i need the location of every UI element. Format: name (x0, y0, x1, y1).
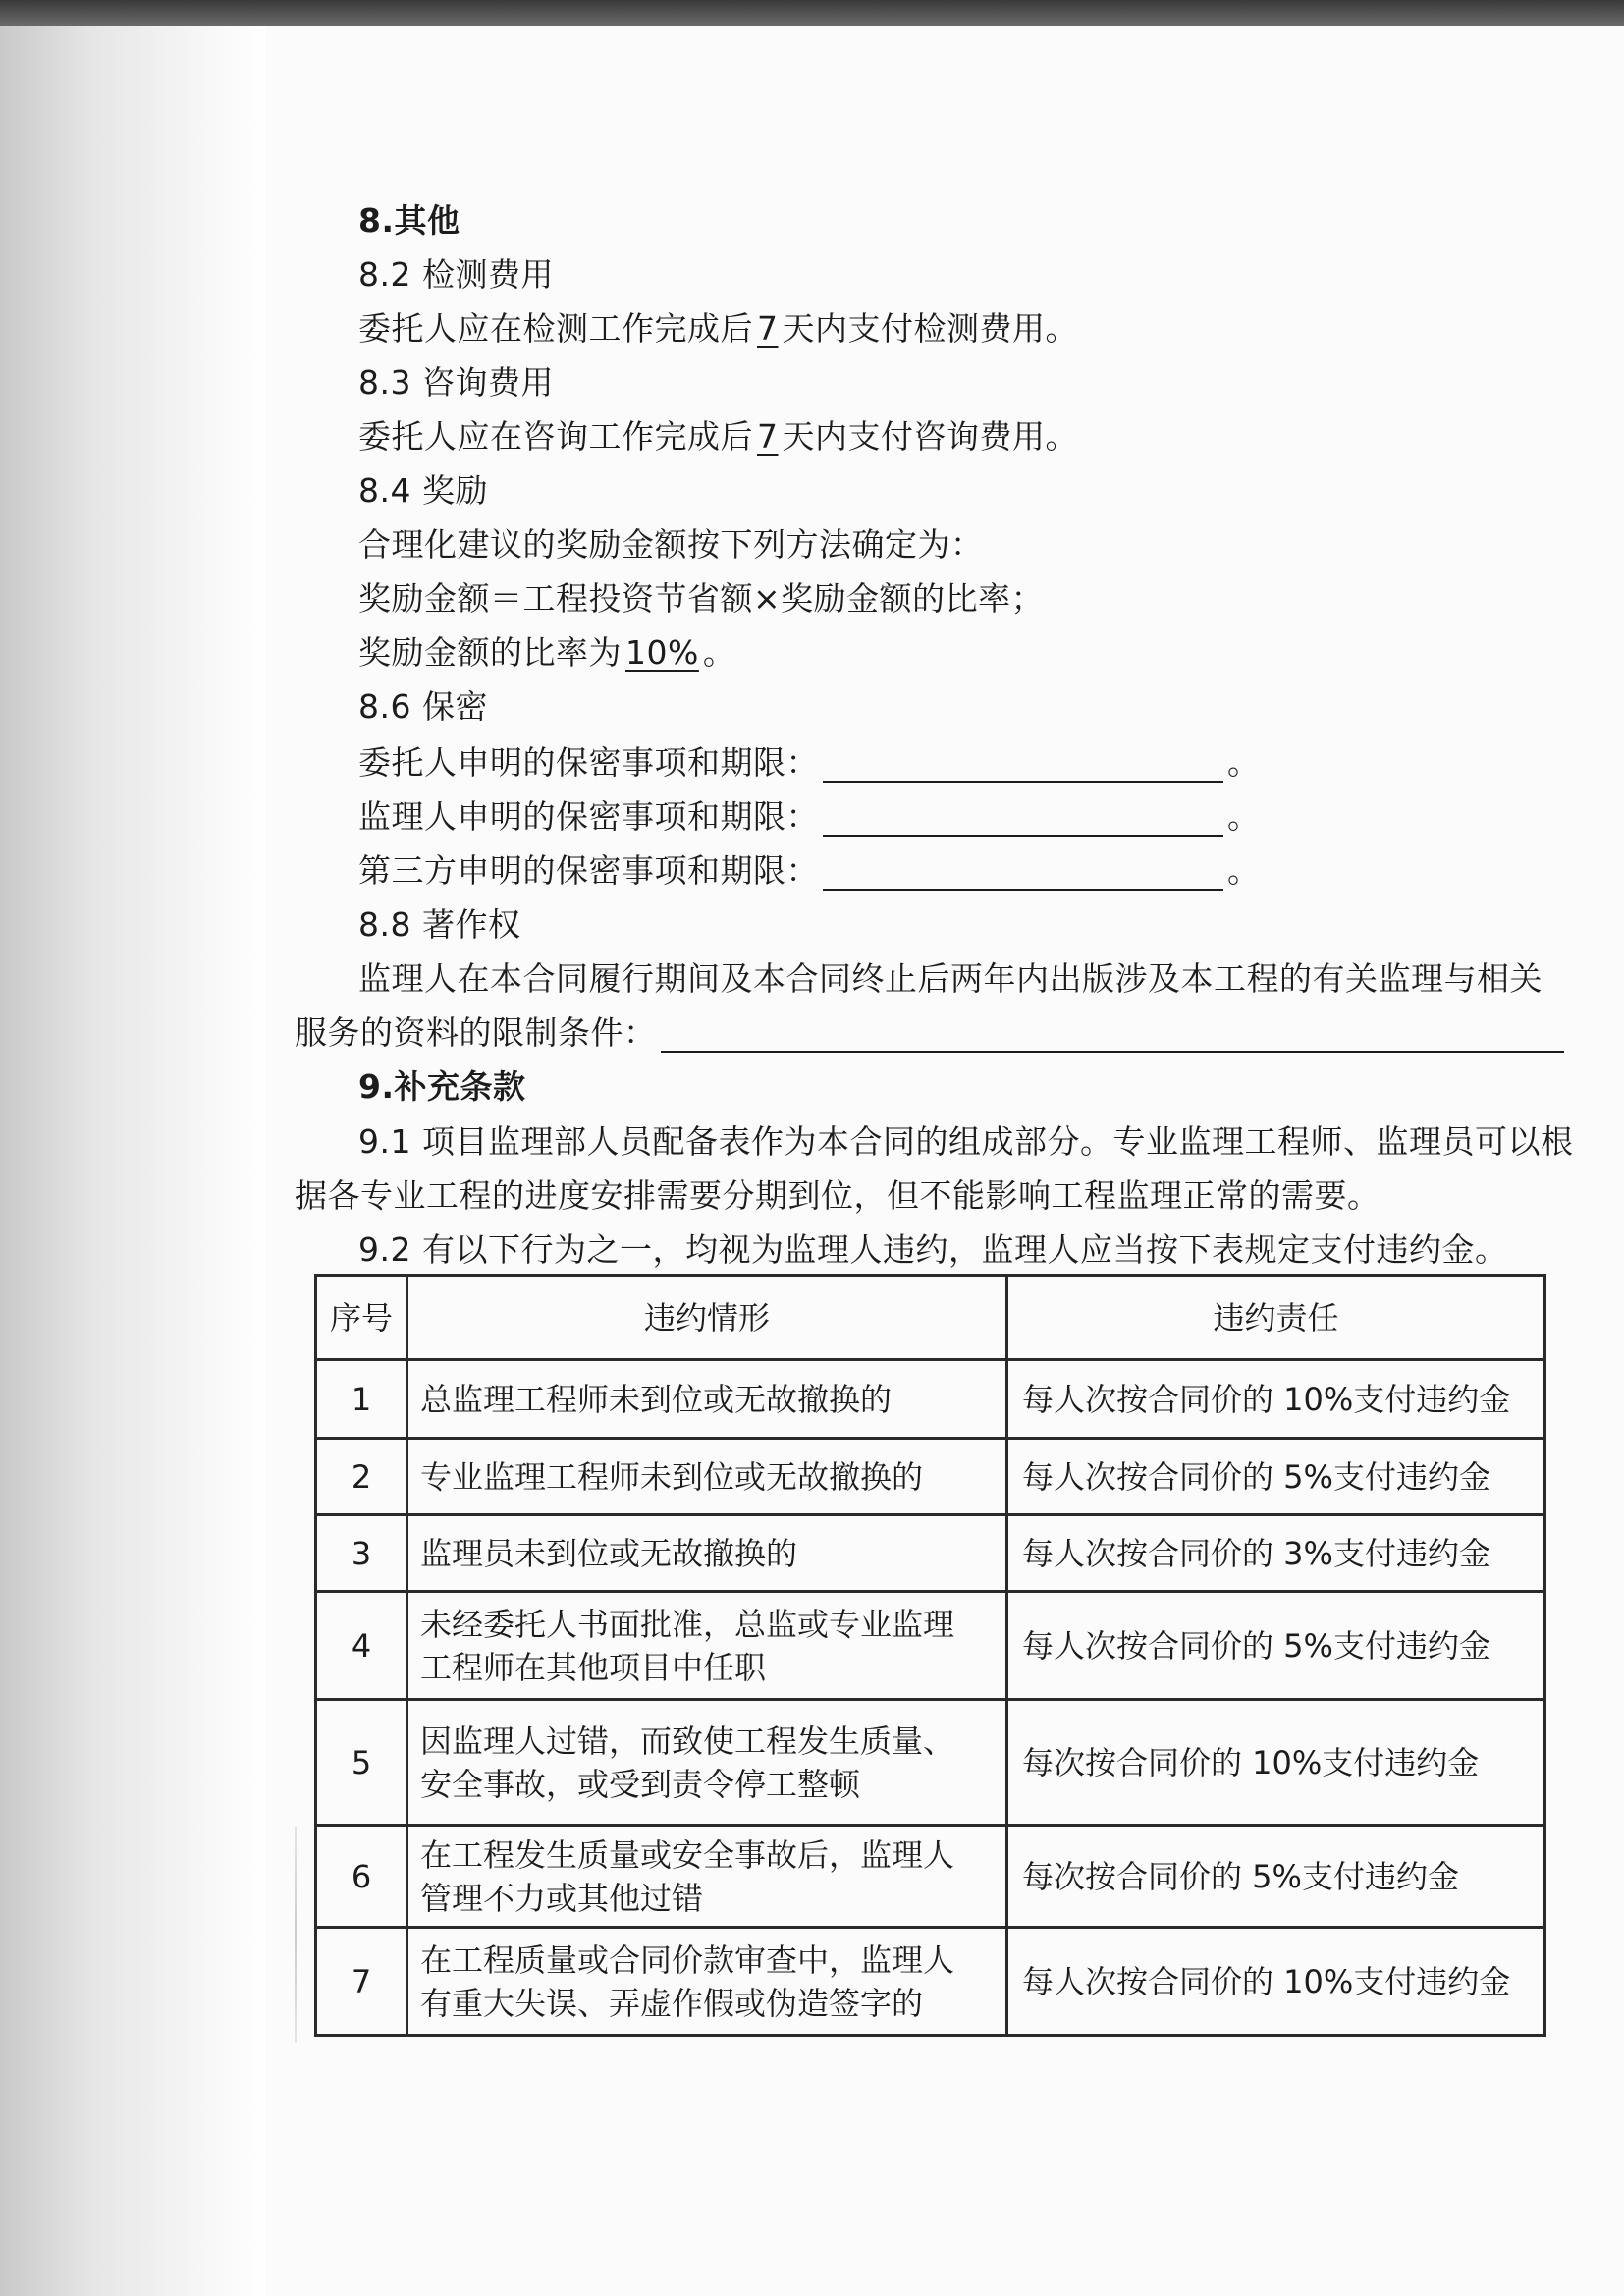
row-no: 2 (316, 1439, 407, 1515)
row-situation (407, 1826, 1007, 1928)
table-header-row (316, 1276, 1545, 1360)
header-liability: 违约责任 (1007, 1276, 1545, 1360)
row-no: 7 (316, 1928, 407, 2036)
row-situation (407, 1700, 1007, 1826)
text-part: 奖励金额的比率为 (358, 633, 622, 672)
reward-method-line: 合理化建议的奖励金额按下列方法确定为： (358, 525, 984, 564)
table-row (316, 1439, 1545, 1515)
row-no: 6 (316, 1826, 407, 1928)
header-no: 序号 (316, 1276, 407, 1360)
section-9-title: 9.补充条款 (358, 1067, 526, 1106)
row-liability: 每次按合同价的 10%支付违约金 (1007, 1700, 1545, 1826)
clause-9-1-line-1: 9.1 项目监理部人员配备表作为本合同的组成部分。专业监理工程师、监理员可以根 (358, 1122, 1574, 1161)
situation-line: 因监理人过错，而致使工程发生质量、 (420, 1722, 955, 1760)
row-liability: 每次按合同价的 5%支付违约金 (1007, 1826, 1545, 1928)
book-spine-shadow (0, 26, 265, 2296)
penalty-table (314, 1274, 1546, 2037)
clause-9-1-line-2: 据各专业工程的进度安排需要分期到位，但不能影响工程监理正常的需要。 (295, 1176, 1380, 1215)
period: 。 (1227, 797, 1261, 836)
situation-line: 专业监理工程师未到位或无故撤换的 (420, 1457, 924, 1496)
table-row (316, 1928, 1545, 2036)
row-situation (407, 1592, 1007, 1700)
table-row (316, 1700, 1545, 1826)
clause-9-2-line: 9.2 有以下行为之一，均视为监理人违约，监理人应当按下表规定支付违约金。 (358, 1230, 1508, 1269)
blank-field (823, 751, 1223, 783)
situation-line: 监理员未到位或无故撤换的 (420, 1534, 798, 1572)
situation-line: 未经委托人书面批准，总监或专业监理 (420, 1605, 955, 1643)
blank-field (823, 859, 1223, 891)
copyright-line-2 (295, 1013, 1568, 1053)
row-situation (407, 1360, 1007, 1439)
confidential-third-party-line (358, 851, 1261, 891)
row-no: 3 (316, 1515, 407, 1592)
situation-line: 在工程质量或合同价款审查中，监理人 (420, 1941, 955, 1979)
period: 。 (1227, 851, 1261, 890)
situation-line: 安全事故，或受到责令停工整顿 (420, 1765, 861, 1803)
header-situation: 违约情形 (407, 1276, 1007, 1360)
section-8-6-title: 8.6 保密 (358, 687, 488, 726)
situation-line: 总监理工程师未到位或无故撤换的 (420, 1380, 893, 1418)
row-no: 1 (316, 1360, 407, 1439)
scan-edge (0, 0, 1624, 26)
table-row (316, 1826, 1545, 1928)
text-part: 监理人申明的保密事项和期限： (358, 797, 819, 836)
section-8-2-text (358, 309, 1078, 349)
row-no: 5 (316, 1700, 407, 1826)
blank-field (823, 805, 1223, 837)
section-8-3-title: 8.3 咨询费用 (358, 363, 554, 402)
section-8-8-title: 8.8 著作权 (358, 905, 521, 944)
section-8-title: 8.其他 (358, 201, 460, 240)
row-liability: 每人次按合同价的 10%支付违约金 (1007, 1928, 1545, 2036)
situation-line: 工程师在其他项目中任职 (420, 1648, 767, 1686)
row-no: 4 (316, 1592, 407, 1700)
section-8-4-title: 8.4 奖励 (358, 471, 488, 510)
period: 。 (1227, 743, 1261, 782)
section-8-3-text (358, 417, 1078, 457)
consulting-days-value: 7 (757, 417, 779, 456)
text-part: 服务的资料的限制条件： (295, 1013, 657, 1052)
situation-line: 有重大失误、弄虚作假或伪造签字的 (420, 1984, 924, 2022)
blank-field (661, 1021, 1564, 1053)
text-part: 天内支付咨询费用。 (782, 417, 1078, 456)
row-liability: 每人次按合同价的 5%支付违约金 (1007, 1592, 1545, 1700)
section-8-2-title: 8.2 检测费用 (358, 255, 554, 294)
text-part: 委托人应在检测工作完成后 (358, 309, 753, 348)
text-part: 天内支付检测费用。 (782, 309, 1078, 348)
confidential-supervisor-line (358, 797, 1261, 837)
gutter-mark (295, 1827, 297, 2043)
row-situation (407, 1928, 1007, 2036)
text-part: 。 (702, 633, 736, 672)
situation-line: 管理不力或其他过错 (420, 1879, 704, 1917)
row-situation (407, 1439, 1007, 1515)
row-situation (407, 1515, 1007, 1592)
row-liability: 每人次按合同价的 5%支付违约金 (1007, 1439, 1545, 1515)
reward-rate-line (358, 633, 735, 673)
row-liability: 每人次按合同价的 3%支付违约金 (1007, 1515, 1545, 1592)
text-part: 委托人申明的保密事项和期限： (358, 743, 819, 782)
table-row (316, 1360, 1545, 1439)
row-liability: 每人次按合同价的 10%支付违约金 (1007, 1360, 1545, 1439)
copyright-line-1: 监理人在本合同履行期间及本合同终止后两年内出版涉及本工程的有关监理与相关 (358, 959, 1543, 998)
confidential-client-line (358, 743, 1261, 783)
reward-formula-line: 奖励金额＝工程投资节省额×奖励金额的比率； (358, 579, 1045, 618)
situation-line: 在工程发生质量或安全事故后，监理人 (420, 1835, 955, 1874)
text-part: 委托人应在咨询工作完成后 (358, 417, 753, 456)
table-row (316, 1592, 1545, 1700)
reward-rate-value: 10% (625, 633, 699, 672)
table-row (316, 1515, 1545, 1592)
inspection-days-value: 7 (757, 309, 779, 348)
text-part: 第三方申明的保密事项和期限： (358, 851, 819, 890)
